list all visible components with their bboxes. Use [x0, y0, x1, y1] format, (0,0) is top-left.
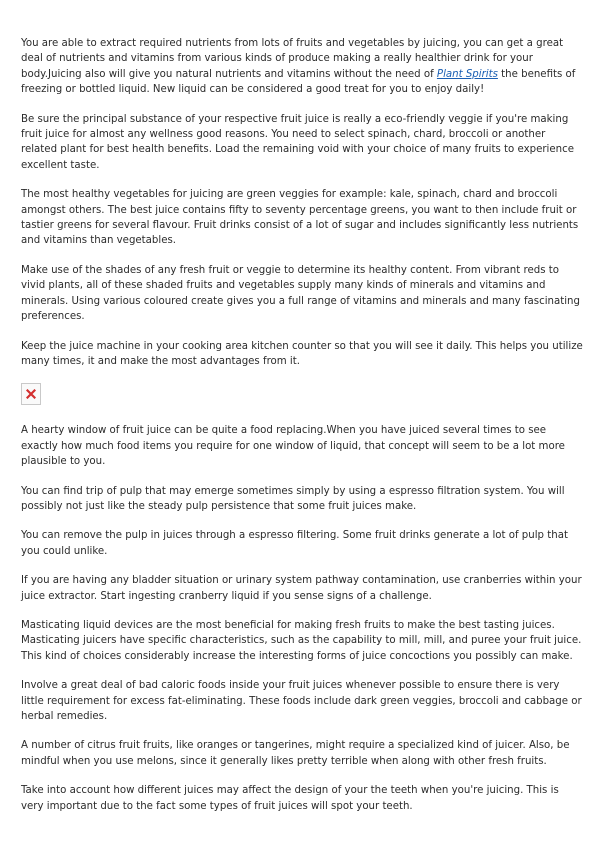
- paragraph: You can find trip of pulp that may emerge sometimes simply by using a espresso filtration system. You will possibly not just like the steady pulp persistence that some fruit juices make.: [21, 485, 565, 512]
- paragraph: Be sure the principal substance of your respective fruit juice is really a eco-friendly veggie if you're making fruit juice for almost any wellness good reasons. You need to select spinach, chard, broccoli or another related plant for best health benefits. Load the remaining void with your choice of many fruits to experience excellent taste.: [21, 113, 574, 171]
- plant-spirits-link[interactable]: Plant Spirits: [436, 68, 498, 80]
- paragraph: A number of citrus fruit fruits, like oranges or tangerines, might require a specialized kind of juicer. Also, be mindful when you use melons, since it generally likes pretty terrible when along with other fresh fruits.: [21, 740, 570, 767]
- paragraph: Take into account how different juices may affect the design of your the teeth when you're juicing. This is very important due to the fact some types of fruit juices will spot your teeth.: [21, 785, 559, 812]
- paragraph: A hearty window of fruit juice can be quite a food replacing.When you have juiced several times to see exactly how much food items you require for one window of liquid, that concept will seem to be a lot more plausible to you.: [21, 425, 565, 468]
- paragraph: Masticating liquid devices are the most beneficial for making fresh fruits to make the best tasting juices. Masticating juicers have specific characteristics, such as the capability to mill, mill, and puree your fruit juice. This kind of choices considerably increase the interesting forms of juice concoctions you possibly can make.: [21, 619, 582, 662]
- close-x-icon: [26, 389, 36, 399]
- paragraph: Make use of the shades of any fresh fruit or veggie to determine its healthy content. From vibrant reds to vivid plants, all of these shaded fruits and vegetables supply many kinds of minerals and vitamins and minerals. Using various coloured create gives you a full range of vitamins and minerals and many fascinating preferences.: [21, 264, 580, 323]
- paragraph: If you are having any bladder situation or urinary system pathway contamination, use cranberries within your juice extractor. Start ingesting cranberry liquid if you sense signs of a challenge.: [21, 575, 582, 602]
- paragraph-intro-text-a: You are able to extract required nutrients from lots of fruits and vegetables by juicing, you can get a great deal of nutrients and vitamins from various kinds of produce making a really healthier drink for your body.Juicing also will give you natural nutrients and vitamins without the need of: [21, 38, 564, 80]
- paragraph: The most healthy vegetables for juicing are green veggies for example: kale, spinach, chard and broccoli amongst others. The best juice contains fifty to seventy percentage greens, you want to then include fruit or tastier greens for several flavour. Fruit drinks consist of a lot of sugar and includes significantly less nutrients and vitamins than vegetables.: [21, 189, 579, 247]
- paragraph-intro: [21, 36, 583, 98]
- paragraph-intro-text-b: the benefits of freezing or bottled liquid. New liquid can be considered a good treat for you to enjoy daily!: [21, 68, 576, 96]
- broken-image-icon: [21, 383, 41, 405]
- paragraph: You can remove the pulp in juices through a espresso filtering. Some fruit drinks generate a lot of pulp that you could unlike.: [21, 530, 568, 557]
- article-body: [21, 36, 583, 828]
- paragraph: Involve a great deal of bad caloric foods inside your fruit juices whenever possible to ensure there is very little requirement for excess fat-eliminating. These foods include dark green veggies, broccoli and cabbage or herbal remedies.: [21, 680, 582, 722]
- paragraph: Keep the juice machine in your cooking area kitchen counter so that you will see it daily. This helps you utilize many times, it and make the most advantages from it.: [21, 340, 583, 367]
